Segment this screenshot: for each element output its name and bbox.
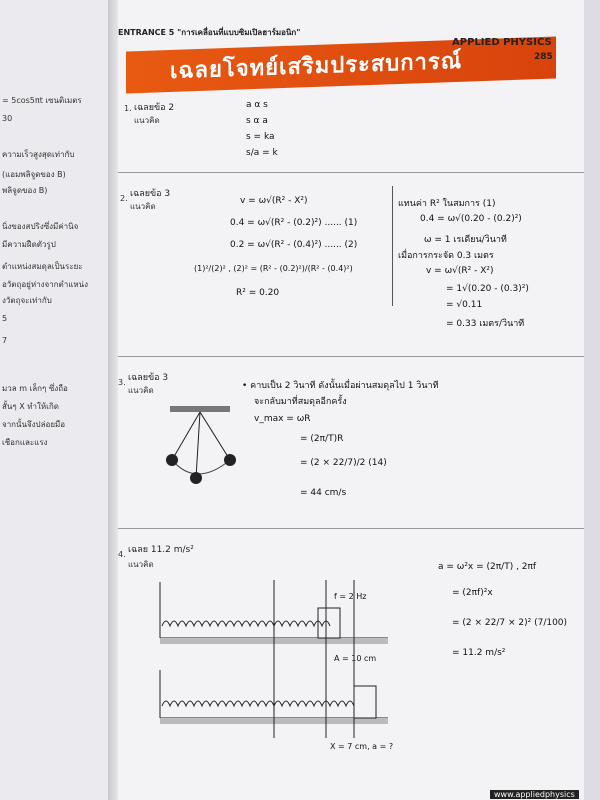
q2-eq-right: = 0.33 เมตร/วินาที (446, 319, 525, 329)
q2-eq-right: แทนค่า R² ในสมการ (1) (398, 199, 496, 209)
pendulum-bob-left (166, 454, 178, 466)
section-divider (118, 172, 584, 173)
q3-intro: • คาบเป็น 2 วินาที ดังนั้นเมื่อผ่านสมดุลไป 1 วินาที (242, 381, 439, 391)
left-line: งวัตถุจะเท่ากับ (2, 296, 52, 305)
q2-eq-right: v = ω√(R² - X²) (426, 266, 494, 276)
left-line: ตำแหน่งสมดุลเป็นระยะ (2, 262, 83, 271)
section-tab: ENTRANCE 5 "การเคลื่อนที่แบบซิมเปิลฮาร์มอนิก" (118, 28, 301, 37)
q1-eq: s = ka (246, 132, 275, 142)
pendulum-support (170, 406, 230, 412)
q2-eq-right: ω = 1 เรเดียน/วินาที (424, 235, 507, 245)
q1-method: แนวคิด (134, 116, 160, 125)
q4-number: 4. (118, 550, 126, 559)
q2-answer: เฉลยข้อ 3 (130, 189, 171, 199)
left-line: มวล m เล็กๆ ซึ่งถือ (2, 384, 68, 393)
section-divider (118, 528, 584, 529)
q3-eq: = (2π/T)R (300, 434, 344, 444)
q1-answer: เฉลยข้อ 2 (134, 103, 175, 113)
q1-eq: s α a (246, 116, 268, 126)
pendulum-string-right (200, 412, 230, 460)
q4-label: A = 10 cm (334, 654, 377, 663)
q2-eq-left: (1)²/(2)² , (2)² = (R² - (0.2)²)/(R² - (0.4)²) (194, 264, 353, 273)
pendulum-string-center (196, 412, 200, 478)
q2-eq-left: v = ω√(R² - X²) (240, 196, 308, 206)
q1-eq: s/a = k (246, 148, 278, 158)
q2-eq-right: = √0.11 (446, 300, 483, 310)
q2-method: แนวคิด (130, 202, 156, 211)
q3-method: แนวคิด (128, 386, 154, 395)
brand-logo: APPLIED PHYSICS (452, 37, 552, 48)
left-line: อวัตถุอยู่ห่างจากตำแหน่ง (2, 280, 89, 289)
q2-eq-right: = 1√(0.20 - (0.3)²) (446, 284, 529, 294)
left-line: 7 (2, 336, 8, 345)
left-line: จากนั้นจึงปล่อยมือ (2, 420, 66, 429)
q2-eq-left: 0.4 = ω√(R² - (0.2)²) ...... (1) (230, 218, 358, 228)
q3-eq: v_max = ωR (254, 414, 311, 424)
q2-eq-left: R² = 0.20 (236, 288, 280, 298)
left-line: 5 (2, 314, 8, 323)
left-line: (แอมพลิจูดของ B) (2, 170, 66, 179)
q3-answer: เฉลยข้อ 3 (128, 373, 169, 383)
banner-title: เฉลยโจทย์เสริมประสบการณ์ (170, 48, 463, 85)
q2-eq-right: เมื่อการกระจัด 0.3 เมตร (398, 251, 494, 261)
q4-label: X = 7 cm, a = ? (330, 742, 394, 751)
left-line: ความเร็วสูงสุดเท่ากับ (2, 150, 75, 159)
pendulum-bob-center (190, 472, 202, 484)
footer-url: www.appliedphysics (490, 790, 579, 799)
left-line: สั้นๆ X ทำให้เกิด (2, 402, 59, 411)
left-line: พลิจูดของ B) (2, 186, 48, 195)
spring-top (162, 621, 330, 626)
pendulum-bob-right (224, 454, 236, 466)
left-line: นิ่งของสปริงซึ่งมีค่านิจ (2, 222, 79, 231)
q2-eq-right: 0.4 = ω√(0.20 - (0.2)²) (420, 214, 522, 224)
spring-bottom (162, 701, 354, 706)
q3-intro: จะกลับมาที่สมดุลอีกครั้ง (254, 397, 347, 407)
left-line: เชือกและแรง (2, 438, 48, 447)
q3-number: 3. (118, 378, 126, 387)
q1-number: 1. (124, 104, 132, 113)
q4-eq: a = ω²x = (2π/T) , 2πf (438, 562, 537, 572)
left-line: = 5cos5πt เซนติเมตร (2, 96, 82, 105)
page-edge (584, 0, 600, 800)
q4-eq: = (2 × 22/7 × 2)² (7/100) (452, 618, 568, 628)
q4-eq: = 11.2 m/s² (452, 648, 506, 658)
q4-method: แนวคิด (128, 560, 154, 569)
section-divider (118, 356, 584, 357)
q2-eq-left: 0.2 = ω√(R² - (0.4)²) ...... (2) (230, 240, 358, 250)
pendulum-arc (172, 460, 230, 474)
left-line: มีความฝืดตัวรูป (2, 240, 56, 249)
page-number: 285 (534, 52, 553, 62)
q3-eq: = (2 × 22/7)/2 (14) (300, 458, 387, 468)
q4-label: f = 2 Hz (334, 592, 367, 601)
mass-block-bottom (354, 686, 376, 718)
pendulum-string-left (172, 412, 200, 460)
q2-number: 2. (120, 194, 128, 203)
q4-eq: = (2πf)²x (452, 588, 493, 598)
left-page (0, 0, 118, 800)
pendulum-diagram (160, 400, 260, 510)
column-rule (392, 186, 393, 306)
q1-eq: a α s (246, 100, 268, 110)
q3-eq: = 44 cm/s (300, 488, 347, 498)
q4-answer: เฉลย 11.2 m/s² (128, 545, 194, 555)
left-line: 30 (2, 114, 13, 123)
